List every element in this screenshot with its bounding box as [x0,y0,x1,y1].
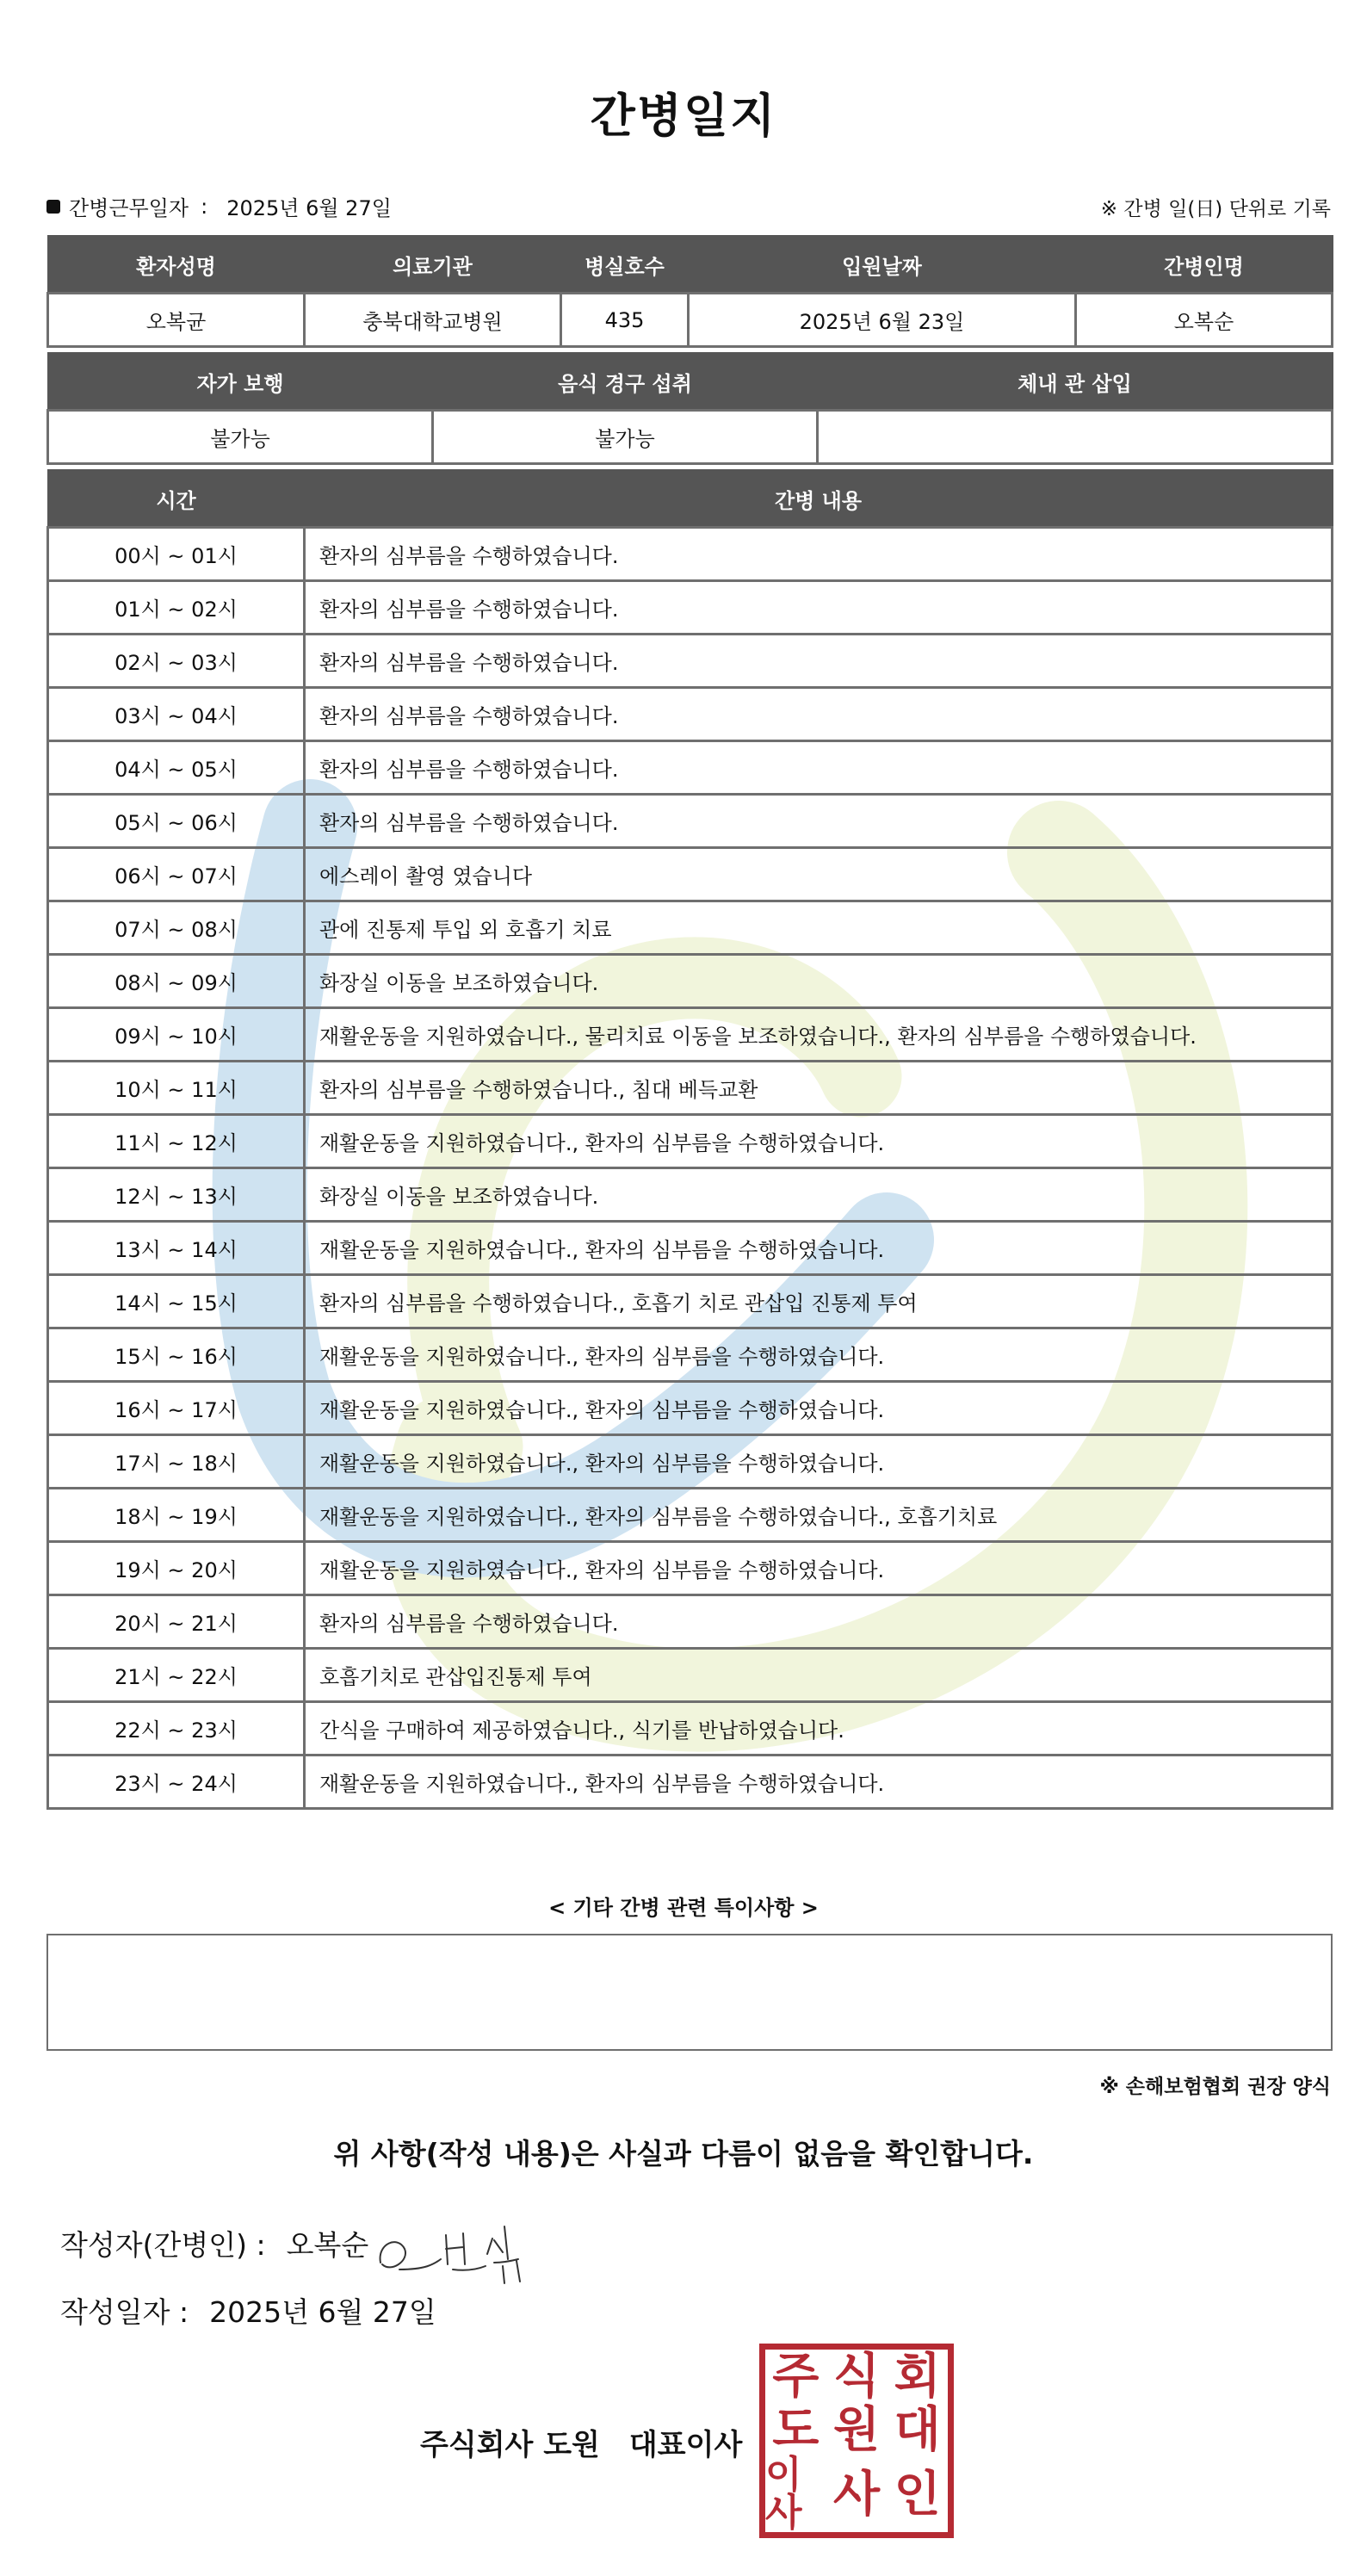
log-content: 화장실 이동을 보조하였습니다. [305,1168,1333,1222]
table-row [48,1756,1333,1809]
log-content: 환자의 심부름을 수행하였습니다. [305,741,1333,795]
table-row [48,1542,1333,1595]
table-row [48,1702,1333,1756]
log-content: 환자의 심부름을 수행하였습니다., 침대 베득교환 [305,1062,1333,1115]
log-content: 재활운동을 지원하였습니다., 환자의 심부름을 수행하였습니다. [305,1115,1333,1168]
tube-insertion-value [818,411,1333,464]
log-time: 06시 ~ 07시 [48,848,305,901]
remarks-box [46,1934,1333,2051]
write-date-value: 2025년 6월 27일 [209,2295,436,2329]
company-name: 주식회사 도원 [420,2428,600,2462]
header-room-number: 병실호수 [561,236,689,294]
oral-intake-value: 불가능 [433,411,818,464]
remarks-title: < 기타 간병 관련 특이사항 > [548,1896,819,1920]
log-time: 00시 ~ 01시 [48,528,305,581]
company-signoff [420,2421,742,2463]
patient-status-table [46,352,1333,465]
table-row [48,1168,1333,1222]
log-content: 환자의 심부름을 수행하였습니다. [305,795,1333,848]
log-time: 09시 ~ 10시 [48,1008,305,1062]
room-number: 435 [561,294,689,347]
header-time: 시간 [48,470,305,528]
table-row [48,955,1333,1008]
log-time: 17시 ~ 18시 [48,1435,305,1489]
seal-char: 인 [894,2466,941,2523]
header-caregiver-name: 간병인명 [1076,236,1333,294]
log-content: 환자의 심부름을 수행하였습니다. [305,635,1333,688]
log-time: 05시 ~ 06시 [48,795,305,848]
table-row [48,1275,1333,1328]
writer-name: 오복순 [286,2228,369,2262]
log-time: 15시 ~ 16시 [48,1328,305,1382]
table-row [48,848,1333,901]
log-time: 20시 ~ 21시 [48,1595,305,1649]
seal-char: 원 [832,2401,881,2458]
log-content: 환자의 심부름을 수행하였습니다. [305,581,1333,635]
log-time: 19시 ~ 20시 [48,1542,305,1595]
table-row [48,901,1333,955]
caregiver-name: 오복순 [1076,294,1333,347]
table-row [48,1435,1333,1489]
patient-info-table [46,235,1333,348]
table-row [48,1649,1333,1702]
hospital-name: 충북대학교병원 [305,294,561,347]
table-row [48,635,1333,688]
bullet-square-icon [46,200,60,214]
log-content: 간식을 구매하여 제공하였습니다., 식기를 반납하였습니다. [305,1702,1333,1756]
table-row [48,741,1333,795]
log-content: 재활운동을 지원하였습니다., 환자의 심부름을 수행하였습니다. [305,1328,1333,1382]
table-row [48,795,1333,848]
recommendation-note: ※ 손해보험협회 권장 양식 [1099,2076,1331,2098]
page-title: 간병일지 [590,89,777,143]
header-oral-intake: 음식 경구 섭취 [433,353,818,411]
writer-label: 작성자(간병인) : [60,2228,266,2262]
table-row [48,581,1333,635]
log-time: 07시 ~ 08시 [48,901,305,955]
seal-char: 식 [832,2348,881,2405]
seal-char: 대 [894,2401,941,2458]
write-date-label: 작성일자 : [60,2295,189,2329]
company-title: 대표이사 [628,2428,743,2462]
log-content: 환자의 심부름을 수행하였습니다. [305,528,1333,581]
log-content: 재활운동을 지원하였습니다., 환자의 심부름을 수행하였습니다. [305,1542,1333,1595]
log-time: 04시 ~ 05시 [48,741,305,795]
work-date-value: 2025년 6월 27일 [226,196,392,220]
table-row [48,1382,1333,1435]
table-row [48,1062,1333,1115]
log-content: 관에 진통제 투입 외 호흡기 치료 [305,901,1333,955]
log-time: 21시 ~ 22시 [48,1649,305,1702]
confirmation-statement: 위 사항(작성 내용)은 사실과 다름이 없음을 확인합니다. [333,2137,1034,2170]
work-date-row [46,191,392,221]
log-content: 화장실 이동을 보조하였습니다. [305,955,1333,1008]
header-admission-date: 입원날짜 [689,236,1076,294]
unit-note: ※ 간병 일(日) 단위로 기록 [1100,198,1331,220]
table-row [48,1115,1333,1168]
log-time: 23시 ~ 24시 [48,1756,305,1809]
header-self-walking: 자가 보행 [48,353,433,411]
table-row [48,1222,1333,1275]
header-care-content: 간병 내용 [305,470,1333,528]
header-patient-name: 환자성명 [48,236,305,294]
log-content: 재활운동을 지원하였습니다., 환자의 심부름을 수행하였습니다. [305,1435,1333,1489]
table-row [48,1595,1333,1649]
header-tube-insertion: 체내 관 삽입 [818,353,1333,411]
self-walking-value: 불가능 [48,411,433,464]
seal-char: 사 [832,2466,881,2523]
log-content: 호흡기치로 관삽입진통제 투여 [305,1649,1333,1702]
log-time: 13시 ~ 14시 [48,1222,305,1275]
company-seal-stamp [759,2344,954,2538]
seal-char: 주 [772,2348,820,2405]
log-content: 재활운동을 지원하였습니다., 환자의 심부름을 수행하였습니다. [305,1756,1333,1809]
log-time: 02시 ~ 03시 [48,635,305,688]
log-time: 22시 ~ 23시 [48,1702,305,1756]
log-content: 재활운동을 지원하였습니다., 환자의 심부름을 수행하였습니다., 호흡기치료 [305,1489,1333,1542]
patient-name: 오복균 [48,294,305,347]
log-time: 03시 ~ 04시 [48,688,305,741]
log-content: 환자의 심부름을 수행하였습니다. [305,1595,1333,1649]
log-content: 환자의 심부름을 수행하였습니다. [305,688,1333,741]
seal-char: 이사 [765,2453,802,2535]
table-row [48,1328,1333,1382]
care-log-table [46,469,1333,1810]
log-content: 환자의 심부름을 수행하였습니다., 호흡기 치로 관삽입 진통제 투여 [305,1275,1333,1328]
log-content: 재활운동을 지원하였습니다., 환자의 심부름을 수행하였습니다. [305,1222,1333,1275]
seal-char: 도 [772,2401,820,2458]
table-row [48,688,1333,741]
log-time: 08시 ~ 09시 [48,955,305,1008]
table-row [48,528,1333,581]
log-time: 18시 ~ 19시 [48,1489,305,1542]
log-content: 재활운동을 지원하였습니다., 물리치료 이동을 보조하였습니다., 환자의 심부름을 수행하였습니다. [305,1008,1333,1062]
seal-char: 회 [894,2348,941,2405]
log-time: 01시 ~ 02시 [48,581,305,635]
log-time: 16시 ~ 17시 [48,1382,305,1435]
log-content: 에스레이 촬영 였습니다 [305,848,1333,901]
log-time: 14시 ~ 15시 [48,1275,305,1328]
work-date-separator: : [201,194,208,219]
header-hospital: 의료기관 [305,236,561,294]
log-time: 11시 ~ 12시 [48,1115,305,1168]
writer-line [60,2223,368,2263]
table-row [48,1008,1333,1062]
log-time: 12시 ~ 13시 [48,1168,305,1222]
write-date-line [60,2290,436,2331]
log-time: 10시 ~ 11시 [48,1062,305,1115]
admission-date: 2025년 6월 23일 [689,294,1076,347]
work-date-label: 간병근무일자 [69,196,189,220]
handwritten-signature [374,2209,563,2287]
log-content: 재활운동을 지원하였습니다., 환자의 심부름을 수행하였습니다. [305,1382,1333,1435]
table-row [48,1489,1333,1542]
